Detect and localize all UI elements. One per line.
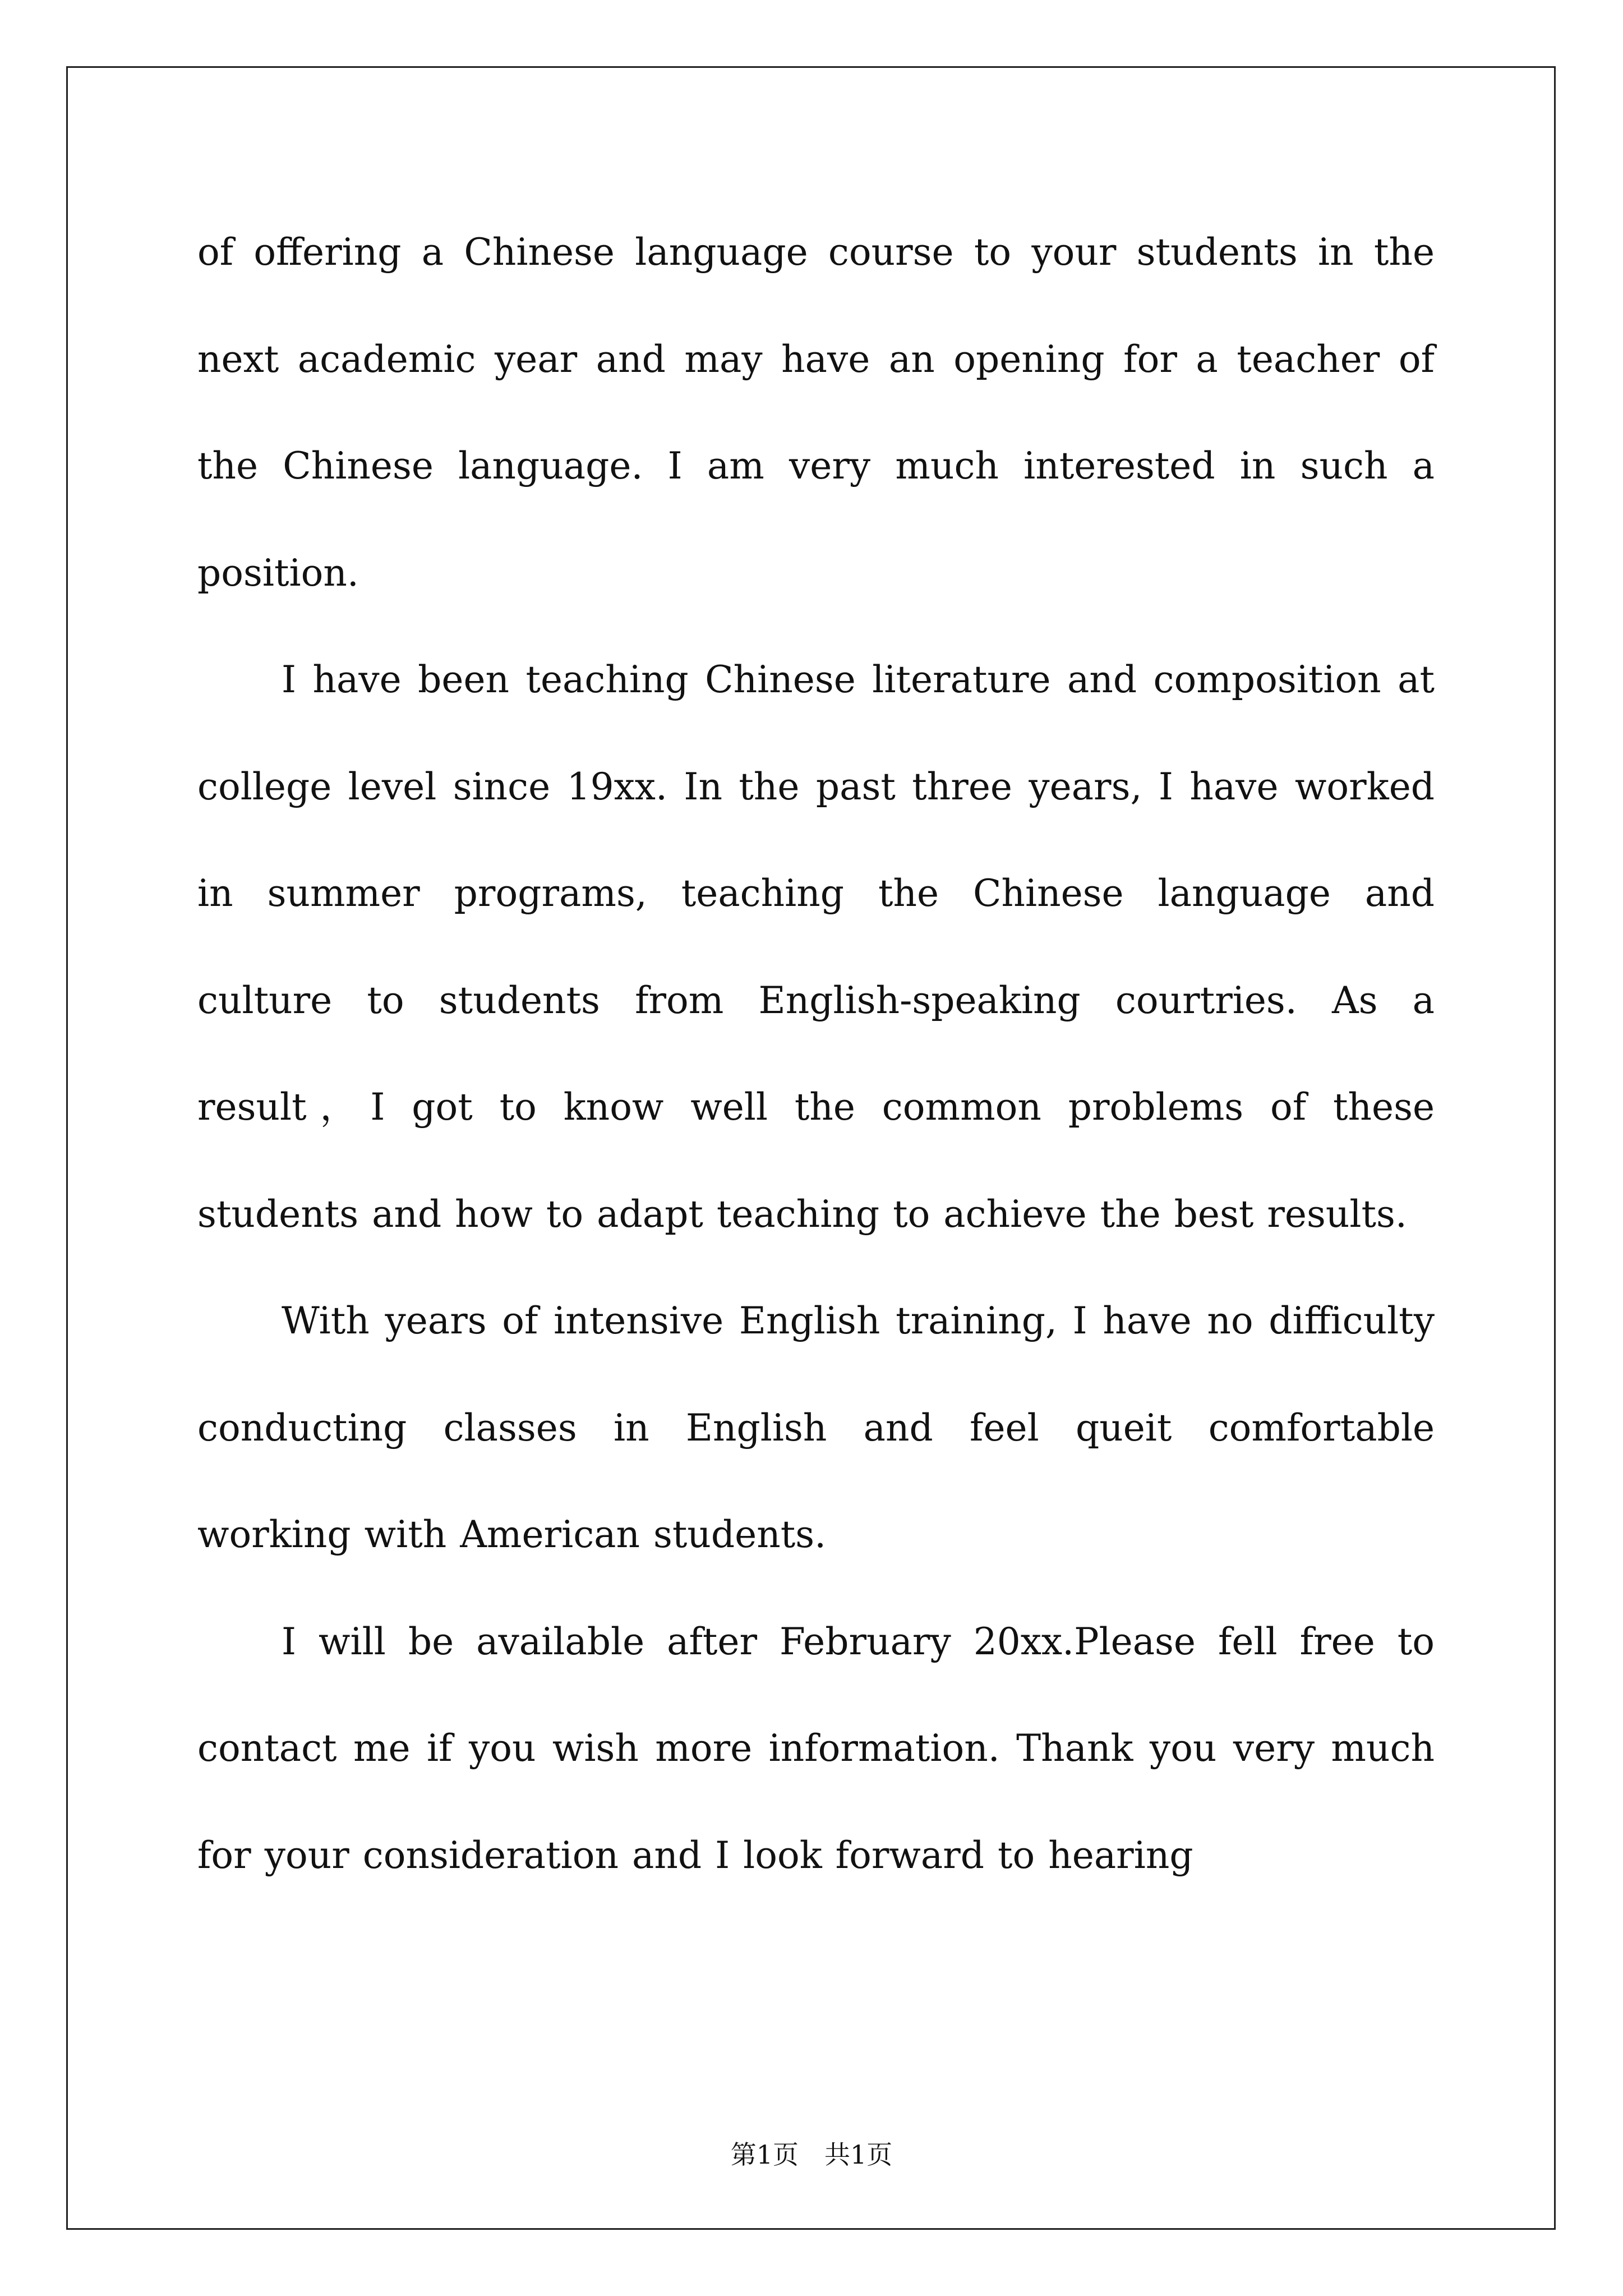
paragraph-availability: I will be available after February 20xx.Please fell free to contact me if you wish more information. Thank you very much for your consideration and I look forward to hearing [197,1619,1435,1877]
paragraph-teaching-experience: I have been teaching Chinese literature and composition at college level since 19xx. In the past three years, I have worked in summer programs, teaching the Chinese language and culture to students from English-speaking courtries. As a result，I got to know well the common problems of these students and how to adapt teaching to achieve the best results. [197,658,1435,1236]
paragraph-english-training: With years of intensive English training, I have no difficulty conducting classes in English and feel queit comfortable working with American students. [197,1299,1435,1556]
letter-body [197,199,1435,1909]
paragraph-continuation: of offering a Chinese language course to your students in the next academic year and may have an opening for a teacher of the Chinese language. I am very much interested in such a position. [197,231,1435,595]
page-number-footer: 第1页 共1页 [730,2139,893,2170]
